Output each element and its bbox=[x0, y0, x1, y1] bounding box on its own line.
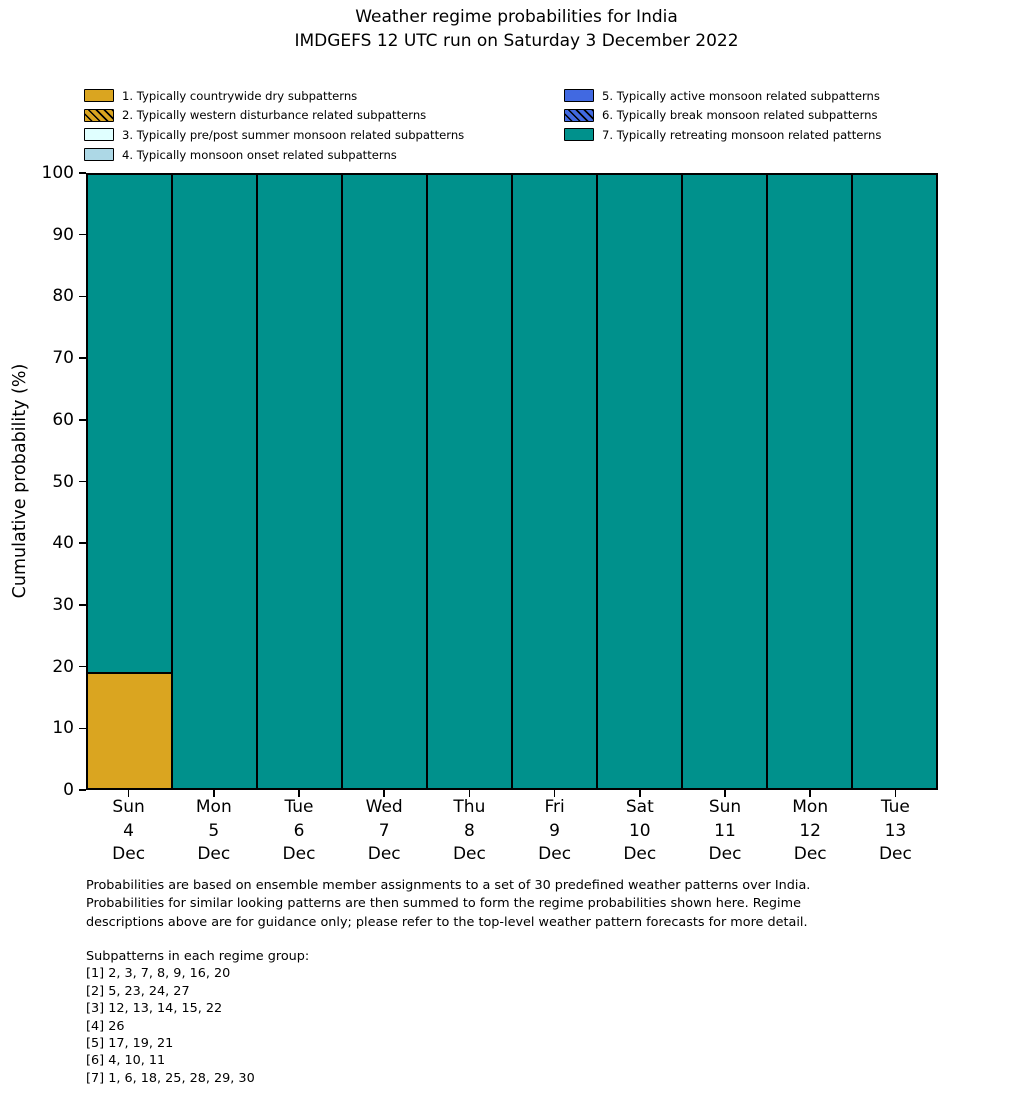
bar-wed-7-dec bbox=[343, 175, 428, 788]
x-tick-label-line: Wed bbox=[365, 797, 403, 817]
bar-segment bbox=[173, 175, 256, 788]
x-tick-label-line: Sun bbox=[112, 797, 145, 817]
y-tick-mark bbox=[79, 666, 86, 668]
subpattern-group: [2] 5, 23, 24, 27 bbox=[86, 983, 190, 999]
legend-label: 6. Typically break monsoon related subpatterns bbox=[602, 108, 878, 123]
bar-segment bbox=[258, 175, 341, 788]
legend-item bbox=[84, 86, 464, 106]
bar-sat-10-dec bbox=[598, 175, 683, 788]
x-tick-label-line: Dec bbox=[452, 844, 486, 864]
x-tick-label-line: Dec bbox=[793, 844, 827, 864]
legend-label: 1. Typically countrywide dry subpatterns bbox=[122, 88, 358, 103]
legend-item bbox=[84, 125, 464, 145]
legend-swatch-icon bbox=[84, 109, 114, 122]
x-tick-label-line: Tue bbox=[880, 797, 910, 817]
x-tick-label-line: 10 bbox=[628, 820, 651, 841]
x-tick-label-line: Mon bbox=[195, 797, 232, 817]
legend-label: 7. Typically retreating monsoon related patterns bbox=[602, 127, 882, 142]
bar-mon-12-dec bbox=[768, 175, 853, 788]
legend-column-left bbox=[84, 86, 464, 164]
legend-swatch-icon bbox=[564, 109, 594, 122]
y-tick-label: 30 bbox=[52, 594, 74, 615]
legend-item bbox=[84, 106, 464, 126]
bar-segment bbox=[88, 175, 171, 672]
plot-area bbox=[86, 173, 938, 790]
x-tick-label-line: Dec bbox=[282, 844, 316, 864]
x-tick-label-line: 11 bbox=[714, 820, 736, 841]
bar-segment bbox=[513, 175, 596, 788]
bar-tue-13-dec bbox=[853, 175, 936, 788]
footer-paragraph-line: descriptions above are for guidance only; please refer to the top-level weather pattern forecasts for more detail. bbox=[86, 914, 808, 930]
y-tick-mark bbox=[79, 789, 86, 791]
legend-label: 2. Typically western disturbance related subpatterns bbox=[122, 108, 427, 123]
bar-thu-8-dec bbox=[428, 175, 513, 788]
y-tick-mark bbox=[79, 728, 86, 730]
x-tick-label-line: Dec bbox=[112, 844, 146, 864]
subpattern-group: [5] 17, 19, 21 bbox=[86, 1036, 174, 1052]
y-tick-label: 70 bbox=[52, 348, 74, 369]
subpattern-group: [4] 26 bbox=[86, 1018, 125, 1034]
x-tick-label-line: 7 bbox=[378, 820, 390, 841]
x-tick-label-line: 4 bbox=[123, 820, 134, 841]
legend-item bbox=[84, 145, 464, 165]
y-tick-label: 0 bbox=[63, 780, 74, 800]
legend-item bbox=[564, 86, 881, 106]
x-tick-label-line: Thu bbox=[453, 797, 486, 817]
legend-item bbox=[564, 106, 881, 126]
legend-label: 4. Typically monsoon onset related subpatterns bbox=[122, 147, 397, 162]
x-tick-label-line: Sun bbox=[708, 797, 742, 817]
y-tick-label: 80 bbox=[52, 286, 74, 307]
x-tick-label-line: Sat bbox=[625, 797, 654, 817]
y-tick-label: 20 bbox=[52, 656, 74, 677]
legend-swatch-icon bbox=[564, 89, 594, 102]
y-tick-mark bbox=[79, 481, 86, 483]
x-tick-label-line: Dec bbox=[538, 844, 572, 864]
legend-swatch-icon bbox=[84, 128, 114, 141]
bar-fri-9-dec bbox=[513, 175, 598, 788]
x-tick-label bbox=[845, 796, 945, 867]
subpatterns-block bbox=[86, 948, 309, 1087]
bar-segment bbox=[768, 175, 851, 788]
footer-paragraph bbox=[86, 877, 810, 932]
bar-tue-6-dec bbox=[258, 175, 343, 788]
bar-segment bbox=[598, 175, 681, 788]
y-tick-mark bbox=[79, 604, 86, 606]
x-tick-label-line: 12 bbox=[799, 820, 821, 841]
legend-label: 3. Typically pre/post summer monsoon related subpatterns bbox=[122, 127, 465, 142]
footer-paragraph-line: Probabilities are based on ensemble member assignments to a set of 30 predefined weather patterns over India. bbox=[86, 878, 811, 893]
y-tick-label: 10 bbox=[52, 718, 74, 739]
chart-title-line-1: Weather regime probabilities for India bbox=[355, 7, 678, 27]
y-tick-label: 100 bbox=[41, 163, 74, 183]
x-tick-label-line: Mon bbox=[792, 797, 829, 817]
subpattern-group: [6] 4, 10, 11 bbox=[86, 1053, 166, 1069]
x-tick-label-line: 9 bbox=[549, 820, 560, 841]
x-tick-label-line: Dec bbox=[708, 844, 742, 864]
x-tick-label-line: Dec bbox=[878, 844, 912, 864]
footer-paragraph-line: Probabilities for similar looking patterns are then summed to form the regime probabilities shown here. Regime bbox=[86, 896, 801, 912]
legend-item bbox=[564, 125, 881, 145]
y-axis-label: Cumulative probability (%) bbox=[10, 363, 30, 599]
y-tick-label: 40 bbox=[52, 533, 74, 554]
legend-label: 5. Typically active monsoon related subpatterns bbox=[602, 88, 880, 103]
bar-segment bbox=[428, 175, 511, 788]
y-tick-mark bbox=[79, 296, 86, 298]
bar-segment bbox=[683, 175, 766, 788]
subpattern-group: [3] 12, 13, 14, 15, 22 bbox=[86, 1001, 223, 1017]
x-tick-label-line: 5 bbox=[208, 820, 220, 841]
legend-swatch-icon bbox=[564, 128, 594, 141]
y-tick-mark bbox=[79, 172, 86, 174]
x-tick-label-line: Fri bbox=[544, 797, 565, 817]
chart-title-line-2: IMDGEFS 12 UTC run on Saturday 3 December 2022 bbox=[294, 31, 739, 51]
y-tick-label: 90 bbox=[52, 224, 74, 245]
subpattern-group: [1] 2, 3, 7, 8, 9, 16, 20 bbox=[86, 966, 231, 982]
bar-segment bbox=[88, 672, 171, 788]
x-tick-label-line: 13 bbox=[884, 820, 907, 841]
legend-column-right bbox=[564, 86, 881, 145]
bar-segment bbox=[853, 175, 936, 788]
legend-swatch-icon bbox=[84, 89, 114, 102]
subpatterns-heading: Subpatterns in each regime group: bbox=[86, 949, 310, 964]
legend-swatch-icon bbox=[84, 148, 114, 161]
x-tick-label-line: Tue bbox=[284, 797, 314, 817]
y-tick-mark bbox=[79, 234, 86, 236]
bar-sun-4-dec bbox=[88, 175, 173, 788]
y-tick-label: 60 bbox=[52, 409, 74, 430]
x-tick-label-line: 8 bbox=[463, 820, 475, 841]
x-tick-label-line: 6 bbox=[293, 820, 305, 841]
bar-segment bbox=[343, 175, 426, 788]
x-tick-label-line: Dec bbox=[197, 844, 231, 864]
subpattern-group: [7] 1, 6, 18, 25, 28, 29, 30 bbox=[86, 1070, 255, 1086]
x-tick-label-line: Dec bbox=[623, 844, 657, 864]
y-tick-mark bbox=[79, 357, 86, 359]
x-tick-label-line: Dec bbox=[367, 844, 401, 864]
y-tick-label: 50 bbox=[52, 471, 74, 492]
y-tick-mark bbox=[79, 542, 86, 544]
bar-sun-11-dec bbox=[683, 175, 768, 788]
bar-mon-5-dec bbox=[173, 175, 258, 788]
y-tick-mark bbox=[79, 419, 86, 421]
